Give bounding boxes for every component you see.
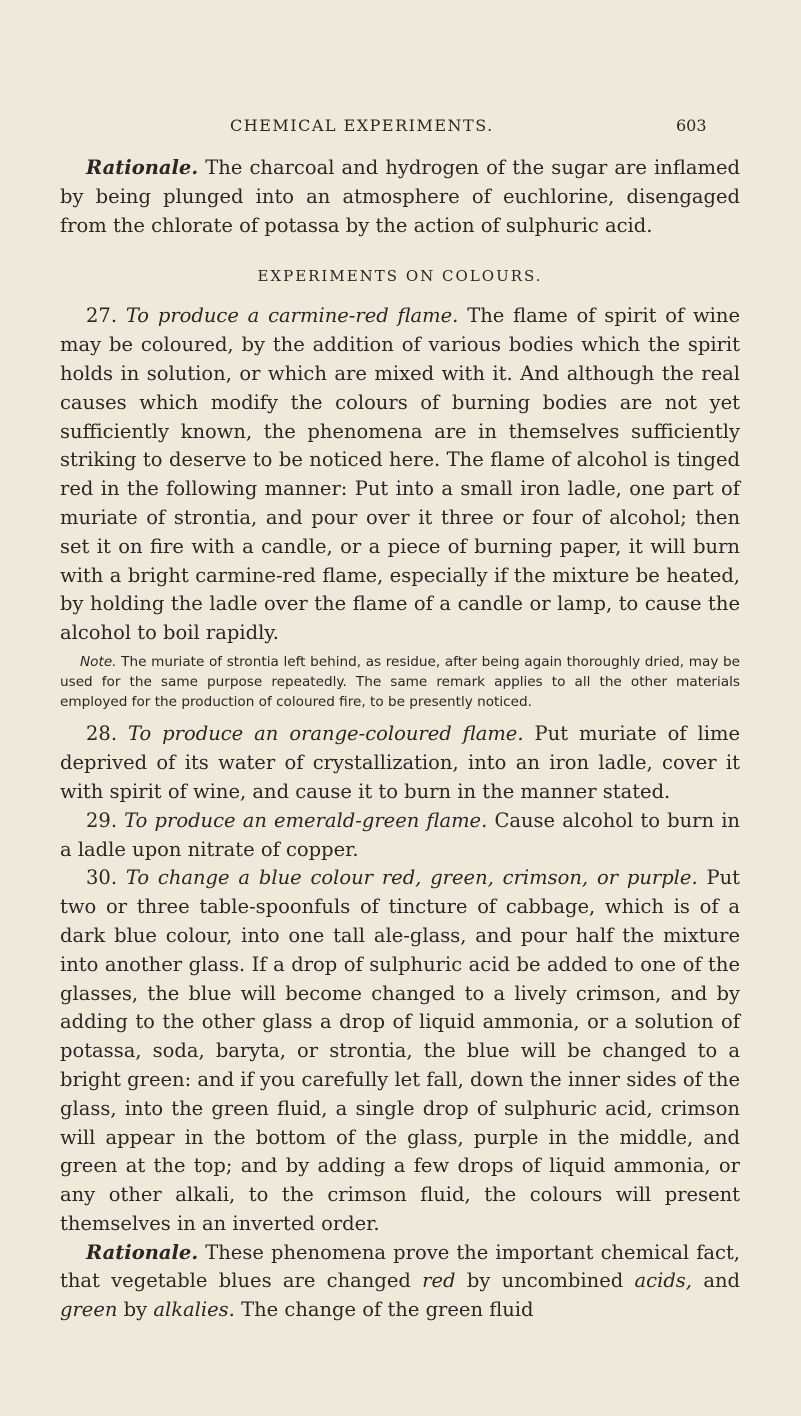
- experiment-number: 28.: [86, 722, 118, 746]
- body-text: [60, 154, 740, 1325]
- rationale-label: Rationale.: [86, 1240, 199, 1264]
- experiment-number: 29.: [86, 808, 118, 832]
- rationale-text: The charcoal and hydrogen of the sugar are inflamed by being plunged into an atmosphere of euchlorine, disengaged from the chlorate of potassa by the action of sulphuric acid.: [60, 156, 740, 237]
- experiment-27: [60, 302, 740, 648]
- rationale-text-a: These phenomena prove the important chemical fact, that vegetable blues are changed: [60, 1240, 740, 1293]
- experiment-28: [60, 720, 740, 806]
- experiment-title: To produce an emerald-green flame.: [124, 808, 488, 832]
- rationale-text-b: by uncombined: [466, 1269, 624, 1293]
- rationale-text-e: The change of the green fluid: [241, 1298, 534, 1322]
- rationale-label: Rationale.: [86, 156, 199, 179]
- page-number: 603: [676, 116, 707, 135]
- note-text: The muriate of strontia left behind, as residue, after being again thoroughly dried, may be used for the same purpose repeatedly. The same remark applies to all the other materials employed for the production of coloured fire, to be presently noticed.: [60, 653, 741, 710]
- note-label: Note.: [80, 653, 117, 670]
- emphasis-red: red: [422, 1269, 456, 1293]
- running-title: CHEMICAL EXPERIMENTS.: [230, 116, 494, 135]
- experiment-29: [60, 807, 740, 865]
- experiment-title: To change a blue colour red, green, crimson, or purple.: [125, 866, 698, 890]
- experiment-text: Put two or three table-spoonfuls of tincture of cabbage, which is of a dark blue colour, into one tall ale-glass, and pour half the mixture into another glass. If a drop of sulphuric acid be added to one of the glasses, the blue will become changed to a lively crimson, and by adding to the other glass a drop of liquid ammonia, or a solution of potassa, soda, baryta, or strontia, the blue will be changed to a bright green: and if you carefully let fall, down the inner sides of the glass, into the green fluid, a single drop of sulphuric acid, crimson will appear in the bottom of the glass, purple in the middle, and green at the top; and by adding a few drops of liquid ammonia, or any other alkali, to the crimson fluid, the colours will present themselves in an inverted order.: [60, 866, 740, 1235]
- experiment-text: The flame of spirit of wine may be coloured, by the addition of various bodies which the spirit holds in solution, or which are mixed with it. And although the real causes which modify the colours of burning bodies are not yet sufficiently known, the phenomena are in themselves sufficiently striking to deserve to be noticed here. The flame of alcohol is tinged red in the following manner: Put into a small iron ladle, one part of muriate of strontia, and pour over it three or four of alcohol; then set it on fire with a candle, or a piece of burning paper, it will burn with a bright carmine-red flame, especially if the mixture be heated, by holding the ladle over the flame of a candle or lamp, to cause the alcohol to boil rapidly.: [60, 304, 740, 645]
- experiment-number: 30.: [86, 866, 118, 890]
- experiment-text: Put muriate of lime deprived of its water of crystallization, into an iron ladle, cover it with spirit of wine, and cause it to burn in the manner stated.: [60, 722, 740, 803]
- rationale-text-d: by: [123, 1298, 148, 1322]
- experiment-text: Cause alcohol to burn in a ladle upon nitrate of copper.: [60, 808, 740, 861]
- emphasis-green: green: [60, 1298, 118, 1322]
- emphasis-acids: acids,: [634, 1269, 693, 1293]
- section-heading: EXPERIMENTS ON COLOURS.: [257, 267, 543, 286]
- note-paragraph: [60, 653, 740, 712]
- rationale-paragraph-2: [60, 1239, 740, 1325]
- emphasis-alkalies: alkalies.: [153, 1298, 235, 1322]
- rationale-text-c: and: [703, 1269, 740, 1293]
- experiment-number: 27.: [86, 304, 118, 328]
- running-header: [230, 116, 707, 135]
- experiment-title: To produce an orange-coloured flame.: [127, 722, 524, 746]
- experiment-30: [60, 864, 740, 1238]
- experiment-title: To produce a carmine-red flame.: [125, 304, 459, 328]
- rationale-paragraph-1: [60, 154, 740, 240]
